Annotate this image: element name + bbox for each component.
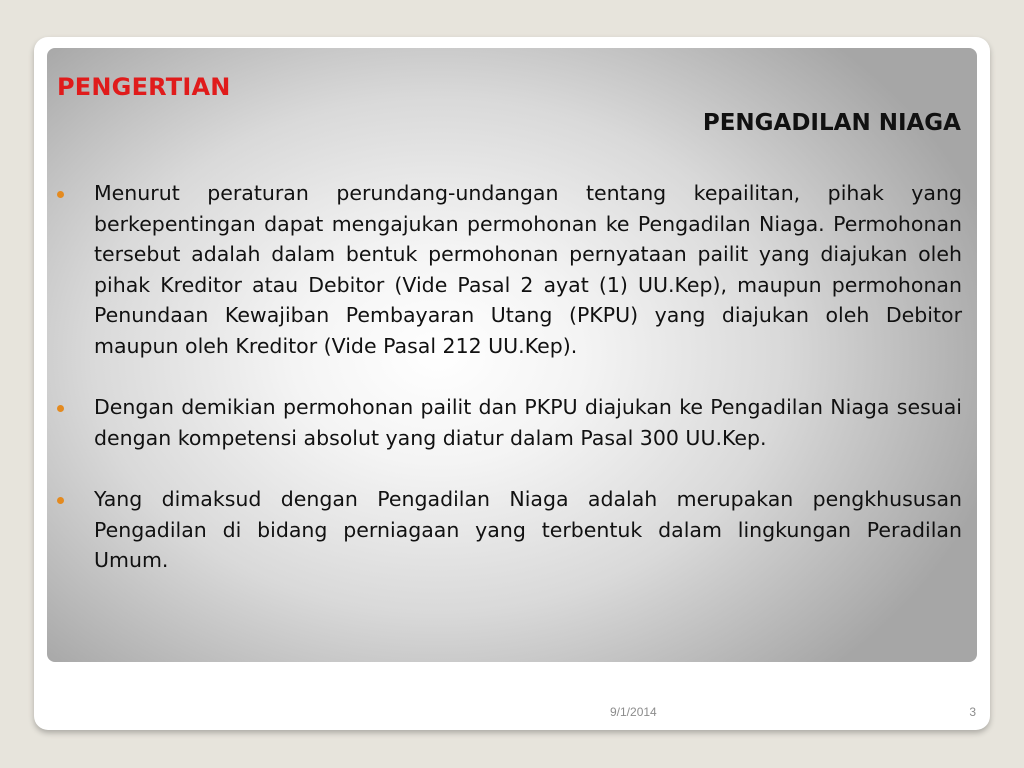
bullet-dot-icon bbox=[57, 405, 64, 412]
slide-subtitle: PENGADILAN NIAGA bbox=[702, 110, 961, 136]
bullet-item bbox=[47, 392, 977, 453]
slide-title: PENGERTIAN bbox=[57, 73, 231, 101]
bullet-text: Yang dimaksud dengan Pengadilan Niaga adalah merupakan pengkhususan Pengadilan di bidang perniagaan yang terbentuk dalam lingkungan Peradilan Umum. bbox=[94, 487, 962, 572]
bullet-item bbox=[47, 484, 977, 576]
slide bbox=[34, 37, 990, 730]
slide-date: 9/1/2014 bbox=[610, 705, 657, 719]
bullet-text: Menurut peraturan perundang-undangan tentang kepailitan, pihak yang berkepentingan dapat mengajukan permohonan ke Pengadilan Niaga. Permohonan tersebut adalah dalam bentuk permohonan pernyataan pailit yang diajukan oleh pihak Kreditor atau Debitor (Vide Pasal 2 ayat (1) UU.Kep), maupun permohonan Penundaan Kewajiban Pembayaran Utang (PKPU) yang diajukan oleh Debitor maupun oleh Kreditor (Vide Pasal 212 UU.Kep). bbox=[94, 181, 962, 358]
bullet-text: Dengan demikian permohonan pailit dan PKPU diajukan ke Pengadilan Niaga sesuai dengan kompetensi absolut yang diatur dalam Pasal 300 UU.Kep. bbox=[94, 395, 962, 450]
content-panel bbox=[47, 48, 977, 662]
bullet-dot-icon bbox=[57, 191, 64, 198]
slide-number: 3 bbox=[969, 705, 976, 719]
bullet-item bbox=[47, 178, 977, 361]
bullet-list bbox=[47, 178, 977, 607]
bullet-dot-icon bbox=[57, 497, 64, 504]
